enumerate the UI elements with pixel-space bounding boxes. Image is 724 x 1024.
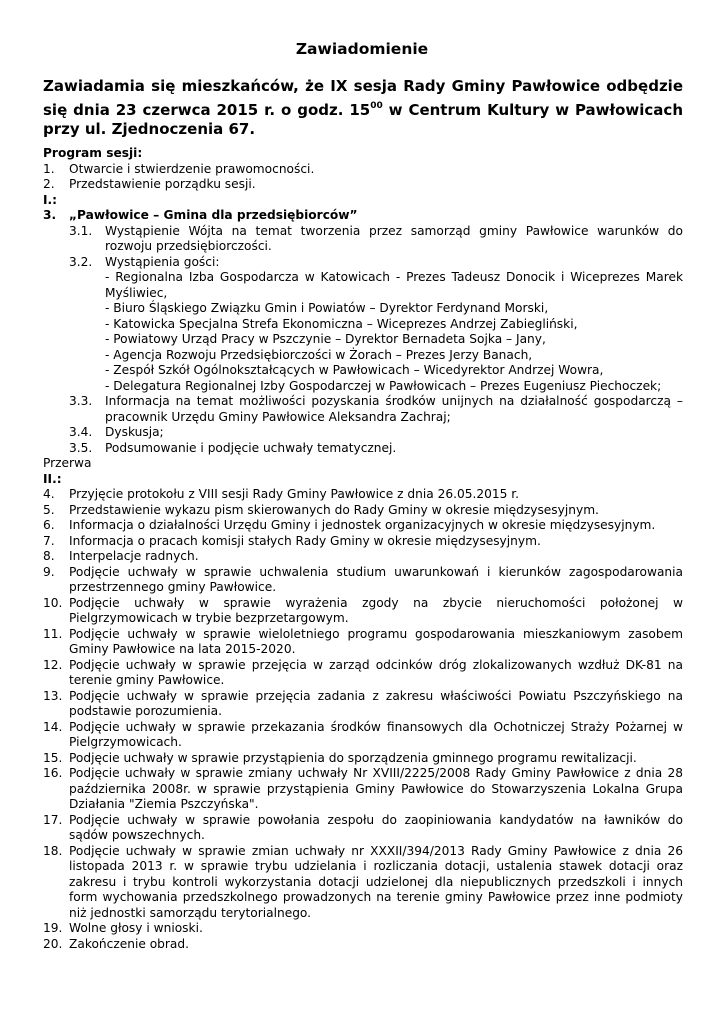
list-item: 8. Interpelacje radnych. [43, 549, 199, 563]
list-item: 12. Podjęcie uchwały w sprawie przejęcia w zarząd odcinków dróg zlokalizowanych wzdłuż DK-81 na terenie gminy Pawłowice. [43, 657, 683, 687]
announcement-intro [43, 77, 683, 140]
list-item: 18. Podjęcie uchwały w sprawie zmian uchwały nr XXXII/394/2013 Rady Gminy Pawłowice z dnia 26 listopada 2013 r. w sprawie trybu udzielania i rozliczania dotacji, ustalenia stawek dotacji oraz zakresu i trybu kontroli wykorzystania dotacji udzielonej dla niepublicznych przedszkoli i innych form wychowania przedszkolnego prowadzonych na terenie gminy Pawłowice przez inne podmioty niż jednostki samorządu terytorialnego. [43, 843, 683, 920]
break-label: Przerwa [43, 456, 92, 470]
list-item: 2. Przedstawienie porządku sesji. [43, 177, 256, 191]
list-item: 1. Otwarcie i stwierdzenie prawomocności. [43, 161, 315, 176]
list-item: 7. Informacja o pracach komisji stałych Rady Gminy w okresie międzysesyjnym. [43, 533, 541, 548]
list-item: 3. „Pawłowice – Gmina dla przedsiębiorców” [43, 208, 358, 222]
intro-time-superscript: 00 [370, 100, 383, 111]
session-program [43, 146, 683, 952]
guest-item: - Katowicka Specjalna Strefa Ekonomiczna – Wiceprezes Andrzej Zabiegliński, [105, 316, 578, 331]
sub-item: 3.3. Informacja na temat możliwości pozyskania środków unijnych na działalność gospodarczą – pracownik Urzędu Gminy Pawłowice Aleksandra Zachraj; [69, 394, 683, 424]
sub-item: 3.5. Podsumowanie i podjęcie uchwały tematycznej. [69, 440, 397, 455]
list-item: 20. Zakończenie obrad. [43, 936, 189, 951]
list-item: 4. Przyjęcie protokołu z VIII sesji Rady Gminy Pawłowice z dnia 26.05.2015 r. [43, 487, 519, 501]
list-item: 11. Podjęcie uchwały w sprawie wieloletniego programu gospodarowania mieszkaniowym zasobem Gminy Pawłowice na lata 2015-2020. [43, 626, 683, 656]
guest-item: - Biuro Śląskiego Związku Gmin i Powiatów – Dyrektor Ferdynand Morski, [105, 301, 549, 315]
guest-item: - Agencja Rozwoju Przedsiębiorczości w Żorach – Prezes Jerzy Banach, [105, 347, 533, 362]
sub-item: 3.1. Wystąpienie Wójta na temat tworzenia przez samorząd gminy Pawłowice warunków do rozwoju przedsiębiorczości. [69, 223, 683, 253]
document-title: Zawiadomienie [295, 40, 429, 58]
list-item: 17. Podjęcie uchwały w sprawie powołania zespołu do zaopiniowania kandydatów na ławników do sądów powszechnych. [43, 812, 683, 842]
section-heading-1: I.: [43, 192, 58, 207]
guest-item: - Regionalna Izba Gospodarcza w Katowicach - Prezes Tadeusz Donocik i Wiceprezes Marek Myśliwiec, [105, 270, 683, 300]
list-item: 15. Podjęcie uchwały w sprawie przystąpienia do sporządzenia gminnego programu rewitalizacji. [43, 750, 637, 765]
list-item: 19. Wolne głosy i wnioski. [43, 921, 203, 935]
section-heading-2: II.: [43, 471, 62, 486]
list-item: 6. Informacja o działalności Urzędu Gminy i jednostek organizacyjnych w okresie międzysesyjnym. [43, 518, 656, 532]
intro-text-2: w Centrum Kultury w Pawłowicach przy ul. Zjednoczenia 67. [43, 100, 683, 138]
intro-text-1: Zawiadamia się mieszkańców, że IX sesja Rady Gminy Pawłowice odbędzie się dnia 23 czerwca 2015 r. o godz. 15 [43, 77, 683, 119]
list-item: 13. Podjęcie uchwały w sprawie przejęcia zadania z zakresu właściwości Powiatu Pszczyńskiego na podstawie porozumienia. [43, 688, 683, 718]
list-item: 5. Przedstawienie wykazu pism skierowanych do Rady Gminy w okresie międzysesyjnym. [43, 502, 599, 517]
sub-item: 3.2. Wystąpienia gości: [69, 254, 220, 269]
guest-item: - Delegatura Regionalnej Izby Gospodarczej w Pawłowicach – Prezes Eugeniusz Piechoczek; [105, 378, 662, 393]
list-item: 16. Podjęcie uchwały w sprawie zmiany uchwały Nr XVIII/2225/2008 Rady Gminy Pawłowice z dnia 28 października 2008r. w sprawie przystąpienia Gminy Pawłowice do Stowarzyszenia Lokalna Grupa Działania "Ziemia Pszczyńska". [43, 766, 683, 811]
guest-item: - Zespół Szkół Ogólnokształcących w Pawłowicach – Wicedyrektor Andrzej Wowra, [105, 363, 604, 377]
guest-item: - Powiatowy Urząd Pracy w Pszczynie – Dyrektor Bernadeta Sojka – Jany, [105, 332, 546, 346]
sub-item: 3.4. Dyskusja; [69, 425, 164, 439]
list-item: 14. Podjęcie uchwały w sprawie przekazania środków finansowych dla Ochotniczej Straży Pożarnej w Pielgrzymowicach. [43, 719, 683, 749]
list-item: 9. Podjęcie uchwały w sprawie uchwalenia studium uwarunkowań i kierunków zagospodarowania przestrzennego gminy Pawłowice. [43, 564, 683, 594]
list-item: 10. Podjęcie uchwały w sprawie wyrażenia zgody na zbycie nieruchomości położonej w Pielgrzymowicach w trybie bezprzetargowym. [43, 595, 683, 625]
program-label: Program sesji: [43, 146, 143, 160]
